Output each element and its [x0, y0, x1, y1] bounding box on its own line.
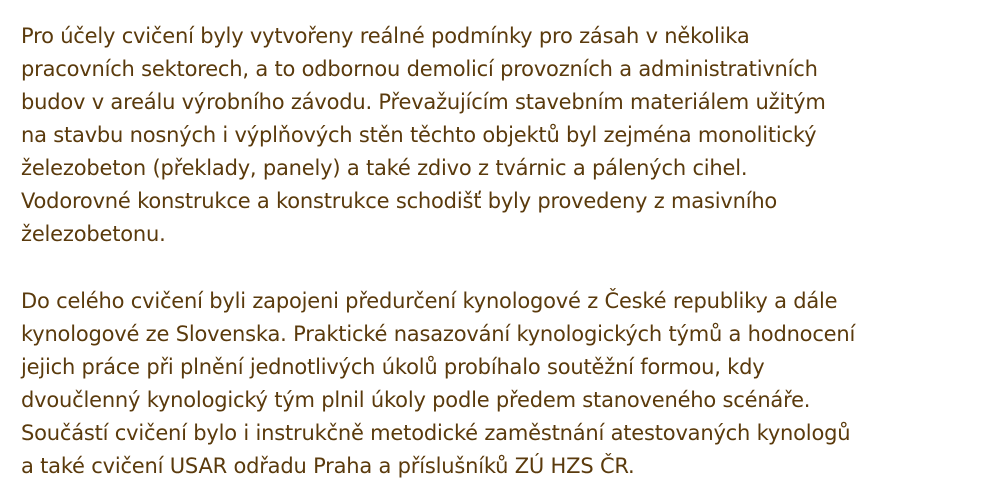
text-line: železobeton (překlady, panely) a také zdivo z tvárnic a pálených cihel. — [21, 156, 748, 180]
text-line: jejich práce při plnění jednotlivých úkolů probíhalo soutěžní formou, kdy — [21, 355, 765, 379]
text-line: Vodorovné konstrukce a konstrukce schodišť byly provedeny z masivního — [21, 189, 778, 213]
text-line: dvoučlenný kynologický tým plnil úkoly podle předem stanoveného scénáře. — [21, 388, 811, 412]
text-line: a také cvičení USAR odřadu Praha a příslušníků ZÚ HZS ČR. — [21, 454, 635, 478]
text-line: Součástí cvičení bylo i instrukčně metodické zaměstnání atestovaných kynologů — [21, 421, 851, 445]
text-line: kynologové ze Slovenska. Praktické nasazování kynologických týmů a hodnocení — [21, 322, 856, 346]
text-line: budov v areálu výrobního závodu. Převažujícím stavebním materiálem užitým — [21, 90, 826, 114]
text-line: železobetonu. — [21, 222, 166, 246]
text-line: Pro účely cvičení byly vytvořeny reálné podmínky pro zásah v několika — [21, 24, 750, 48]
paragraph-kynology-participants — [21, 285, 855, 483]
text-line: pracovních sektorech, a to odbornou demolicí provozních a administrativních — [21, 57, 818, 81]
text-line: na stavbu nosných i výplňových stěn těchto objektů byl zejména monolitický — [21, 123, 817, 147]
paragraph-demolition-conditions — [21, 20, 826, 251]
text-line: Do celého cvičení byli zapojeni předurčení kynologové z České republiky a dále — [21, 289, 838, 313]
